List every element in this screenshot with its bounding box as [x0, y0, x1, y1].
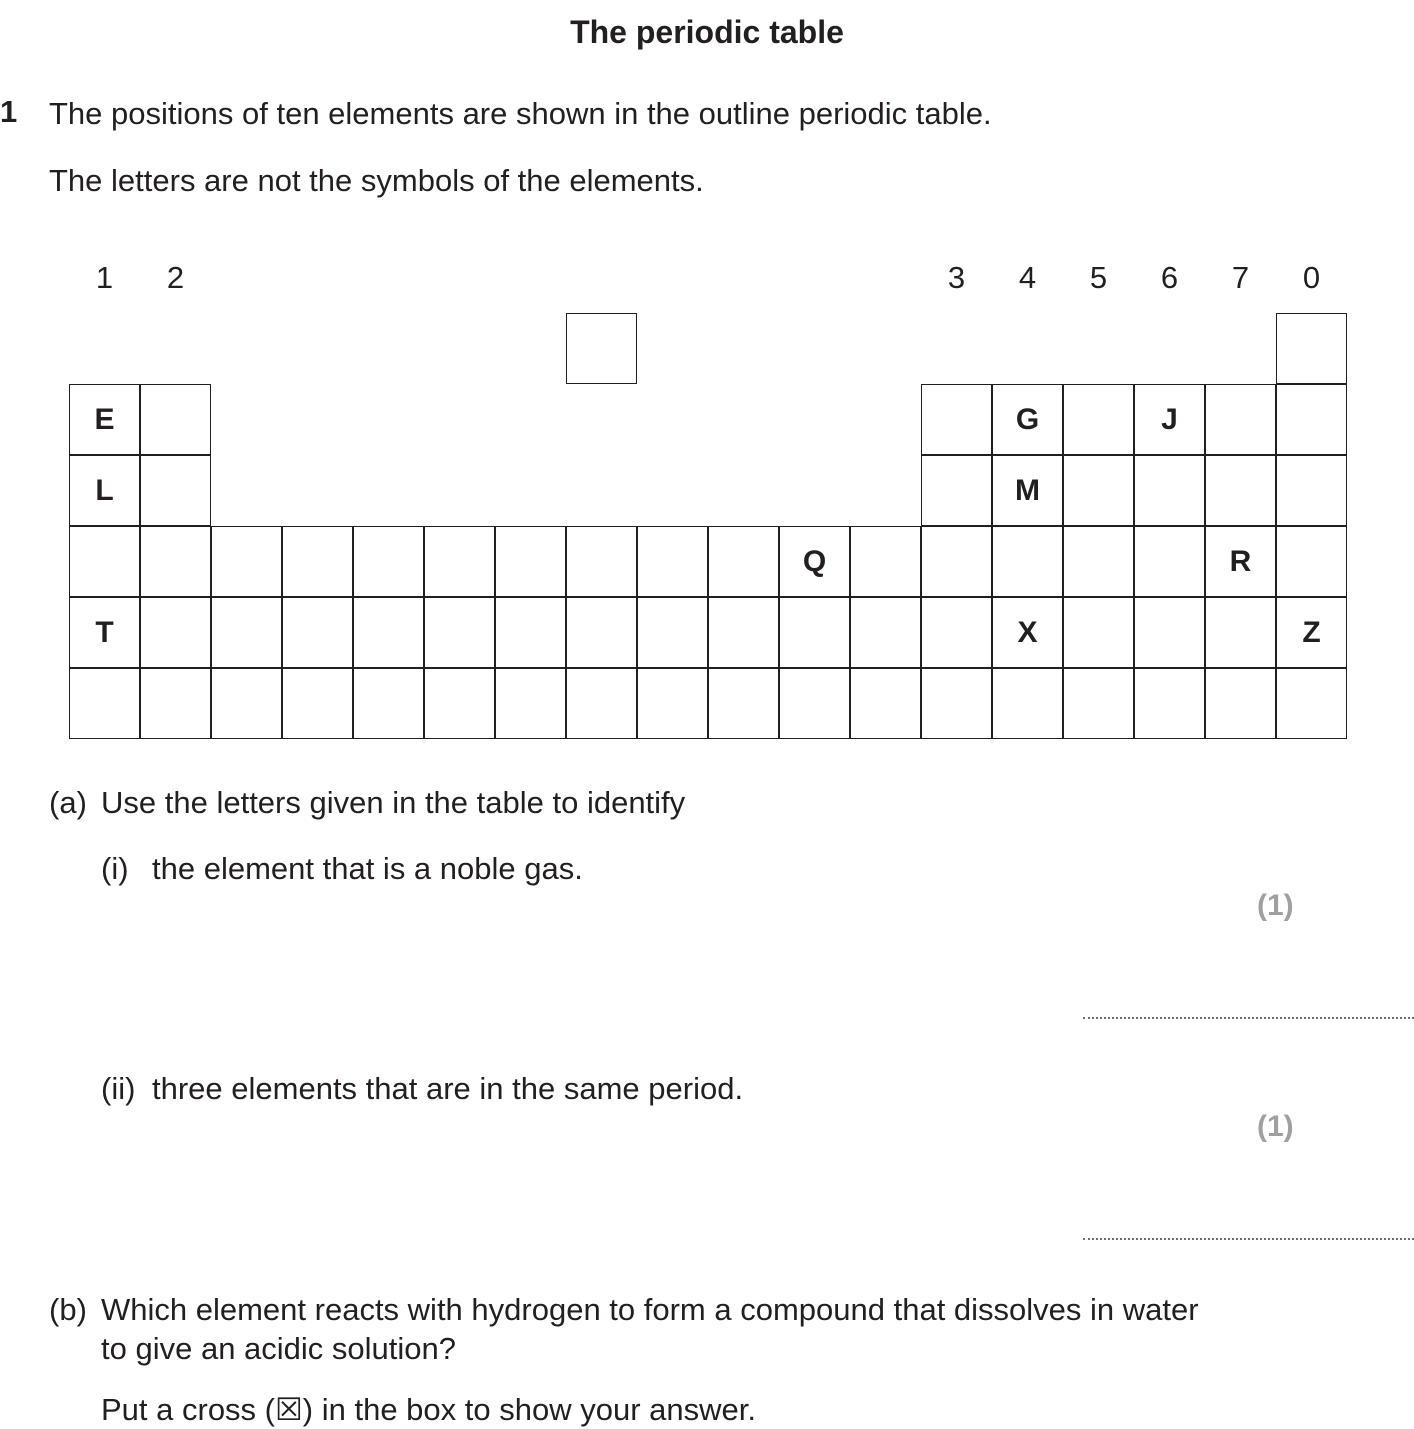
part-b-text-line-2: to give an acidic solution? [101, 1331, 457, 1366]
table-cell [566, 597, 637, 668]
part-a-text: Use the letters given in the table to identify [101, 785, 686, 820]
table-cell [566, 526, 637, 597]
table-cell [495, 526, 566, 597]
table-cell [1063, 597, 1134, 668]
table-cell [992, 668, 1063, 739]
table-cell [708, 526, 779, 597]
table-cell [1205, 597, 1276, 668]
group-label: 4 [1018, 260, 1037, 295]
part-a-i-text: the element that is a noble gas. [152, 851, 583, 886]
table-cell [1205, 668, 1276, 739]
table-cell [424, 597, 495, 668]
part-b-label: (b) [49, 1292, 87, 1327]
table-cell [1276, 313, 1347, 384]
table-cell [921, 384, 992, 455]
table-cell [779, 597, 850, 668]
element-cell-t: T [69, 597, 140, 668]
table-cell [566, 668, 637, 739]
page-title: The periodic table [570, 14, 844, 50]
element-cell-q: Q [779, 526, 850, 597]
table-cell [353, 526, 424, 597]
table-cell [495, 597, 566, 668]
table-cell [1063, 526, 1134, 597]
table-cell [637, 526, 708, 597]
table-cell [69, 668, 140, 739]
table-cell [1276, 455, 1347, 526]
table-cell [424, 668, 495, 739]
table-cell [921, 668, 992, 739]
intro-line-1: The positions of ten elements are shown in the outline periodic table. [49, 96, 992, 131]
table-cell [1276, 526, 1347, 597]
intro-line-2: The letters are not the symbols of the elements. [49, 163, 704, 198]
table-cell [1134, 597, 1205, 668]
table-cell [1134, 668, 1205, 739]
group-label: 5 [1089, 260, 1108, 295]
group-label: 6 [1160, 260, 1179, 295]
table-cell [921, 526, 992, 597]
group-label: 7 [1231, 260, 1250, 295]
table-cell [992, 526, 1063, 597]
element-cell-l: L [69, 455, 140, 526]
part-a-ii-label: (ii) [101, 1071, 136, 1106]
part-a-ii-marks: (1) [1257, 1110, 1294, 1143]
table-cell [1205, 455, 1276, 526]
table-cell [1063, 668, 1134, 739]
element-cell-z: Z [1276, 597, 1347, 668]
table-cell [708, 668, 779, 739]
table-cell [1205, 384, 1276, 455]
answer-line-a-i[interactable] [1083, 1017, 1414, 1019]
table-cell [1063, 384, 1134, 455]
part-a-i-label: (i) [101, 851, 129, 886]
group-label: 0 [1302, 260, 1321, 295]
part-a-ii-text: three elements that are in the same period. [152, 1071, 744, 1106]
answer-line-a-ii[interactable] [1083, 1238, 1414, 1240]
group-label: 3 [947, 260, 966, 295]
table-cell [282, 597, 353, 668]
table-cell [921, 455, 992, 526]
table-cell [424, 526, 495, 597]
element-cell-m: M [992, 455, 1063, 526]
table-cell [850, 526, 921, 597]
part-a-i-marks: (1) [1257, 889, 1294, 922]
table-cell [211, 526, 282, 597]
table-cell [1134, 526, 1205, 597]
table-cell [637, 668, 708, 739]
element-cell-r: R [1205, 526, 1276, 597]
element-cell-x: X [992, 597, 1063, 668]
table-cell [850, 668, 921, 739]
table-cell [282, 668, 353, 739]
table-cell [850, 597, 921, 668]
table-cell [779, 668, 850, 739]
element-cell-e: E [69, 384, 140, 455]
element-cell-g: G [992, 384, 1063, 455]
table-cell [140, 455, 211, 526]
part-b-text-line-1: Which element reacts with hydrogen to form a compound that dissolves in water [101, 1292, 1199, 1327]
table-cell [637, 597, 708, 668]
group-label: 2 [166, 260, 185, 295]
table-cell [566, 313, 637, 384]
table-cell [1063, 455, 1134, 526]
table-cell [1134, 455, 1205, 526]
table-cell [211, 668, 282, 739]
table-cell [140, 668, 211, 739]
table-cell [282, 526, 353, 597]
table-cell [1276, 668, 1347, 739]
table-cell [1276, 384, 1347, 455]
table-cell [140, 526, 211, 597]
part-b-instruction: Put a cross (☒) in the box to show your answer. [101, 1392, 756, 1427]
table-cell [921, 597, 992, 668]
table-cell [140, 597, 211, 668]
part-a-label: (a) [49, 785, 87, 820]
group-label: 1 [95, 260, 114, 295]
table-cell [353, 597, 424, 668]
table-cell [140, 384, 211, 455]
table-cell [211, 597, 282, 668]
element-cell-j: J [1134, 384, 1205, 455]
table-cell [495, 668, 566, 739]
question-number: 1 [0, 94, 18, 129]
table-cell [69, 526, 140, 597]
table-cell [708, 597, 779, 668]
table-cell [353, 668, 424, 739]
